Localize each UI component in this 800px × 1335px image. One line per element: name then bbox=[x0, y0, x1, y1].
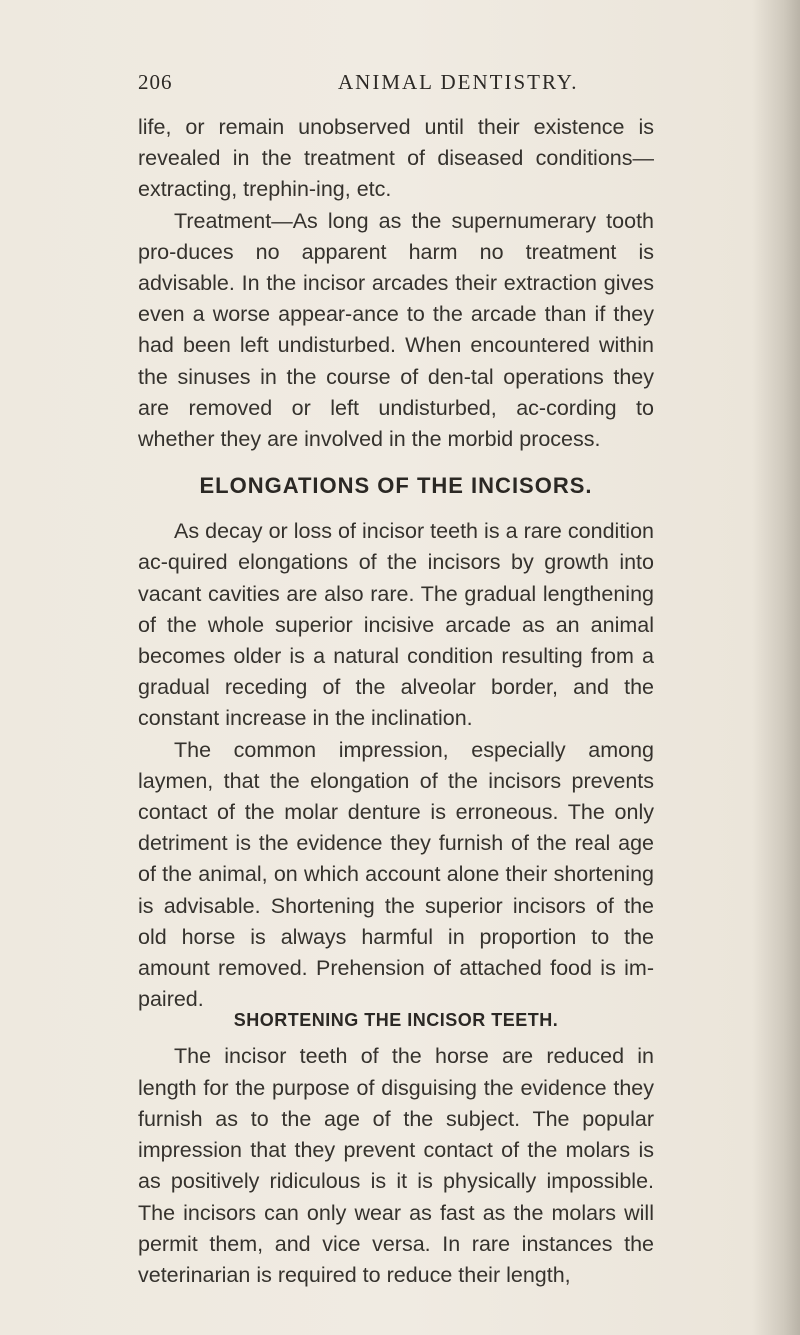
paragraph-treatment bbox=[138, 206, 654, 456]
running-head: ANIMAL DENTISTRY. bbox=[338, 70, 579, 94]
section-heading-elongations: ELONGATIONS OF THE INCISORS. bbox=[199, 473, 593, 499]
page-header bbox=[138, 70, 648, 100]
treatment-text: —As long as the supernumerary tooth pro-duces no apparent harm no treatment is advisable. In the incisor arcades their extraction gives even a worse appear-ance to the arcade than if they had been left undisturbed. When encountered within the sinuses in the course of den-tal operations they are removed or left undisturbed, ac-cording to whether they are involved in the morbid process. bbox=[138, 208, 654, 452]
paragraph-4: The common impression, especially among laymen, that the elongation of the incisors prevents contact of the molar denture is erroneous. The only detriment is the evidence they furnish of the real age of the animal, on which account alone their shortening is advisable. Shortening the superior incisors of the old horse is always harmful in proportion to the amount removed. Prehension of attached food is im-paired. bbox=[138, 737, 654, 1012]
paragraph-5: The incisor teeth of the horse are reduced in length for the purpose of disguising the evidence they furnish as to the age of the subject. The popular impression that they prevent contact of the molars is as positively ridiculous is it is physically impossible. The incisors can only wear as fast as the molars will permit them, and vice versa. In rare instances the veterinarian is required to reduce their length, bbox=[138, 1044, 654, 1287]
treatment-lead: Treatment bbox=[174, 208, 272, 233]
body-text bbox=[138, 112, 654, 1291]
paragraph-3: As decay or loss of incisor teeth is a rare condition ac-quired elongations of the incisors by growth into vacant cavities are also rare. The gradual lengthening of the whole superior incisive arcade as an animal becomes older is a natural condition resulting from a gradual receding of the alveolar border, and the constant increase in the inclination. bbox=[138, 519, 654, 731]
section-heading-shortening: SHORTENING THE INCISOR TEETH. bbox=[233, 1010, 559, 1031]
page-number: 206 bbox=[138, 70, 173, 94]
paragraph-1: life, or remain unobserved until their existence is revealed in the treatment of diseased conditions—extracting, trephin-ing, etc. bbox=[138, 115, 654, 202]
